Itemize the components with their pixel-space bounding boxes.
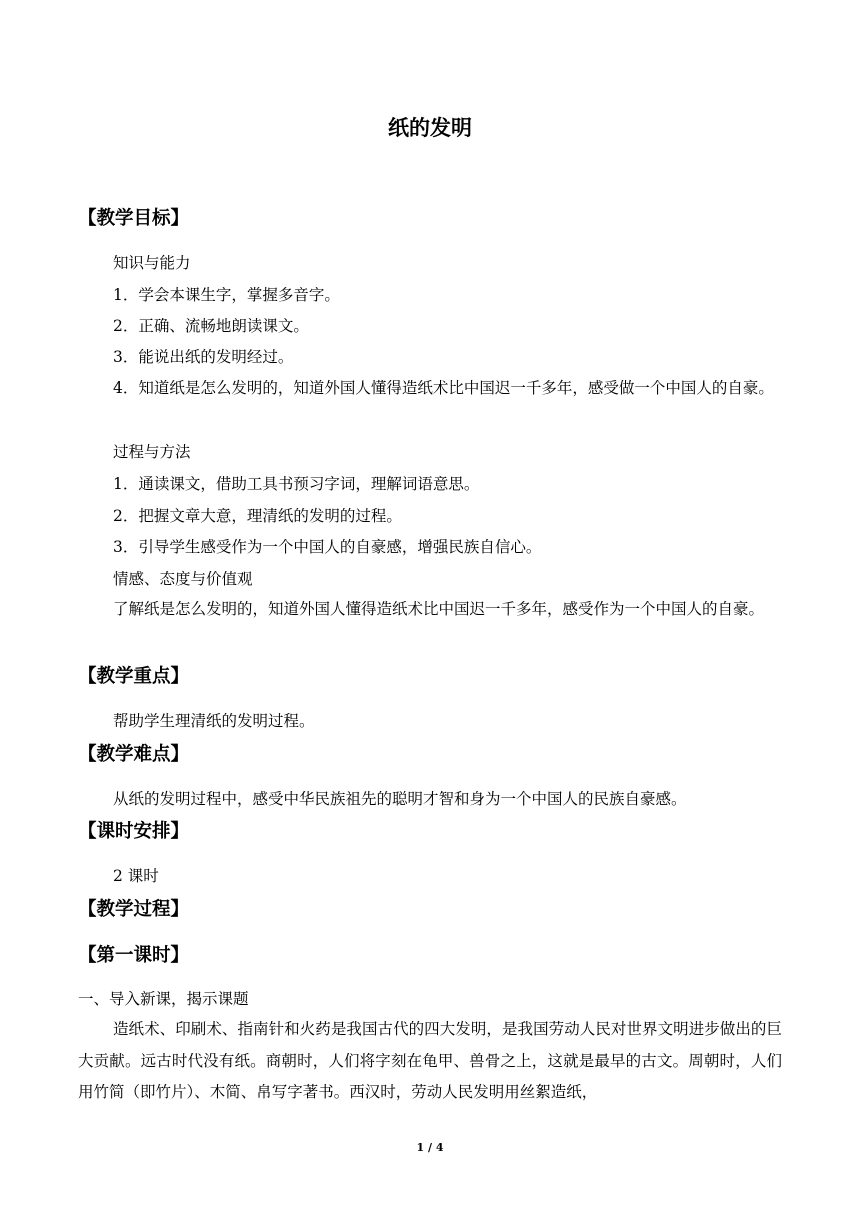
schedule-text: 2 课时 bbox=[113, 867, 159, 885]
goals-knowledge-label: 知识与能力 bbox=[113, 254, 191, 272]
document-title: 纸的发明 bbox=[388, 116, 472, 140]
difficulties-text: 从纸的发明过程中，感受中华民族祖先的聪明才智和身为一个中国人的民族自豪感。 bbox=[113, 790, 687, 808]
goals-process-item-3: 3．引导学生感受作为一个中国人的自豪感，增强民族自信心。 bbox=[113, 538, 542, 556]
goals-knowledge-item-3: 3．能说出纸的发明经过。 bbox=[113, 348, 294, 366]
section-heading-schedule: 【课时安排】 bbox=[78, 821, 190, 842]
goals-process-label: 过程与方法 bbox=[113, 443, 191, 461]
goals-process-item-1: 1．通读课文，借助工具书预习字词，理解词语意思。 bbox=[113, 475, 480, 493]
goals-knowledge-item-2: 2．正确、流畅地朗读课文。 bbox=[113, 317, 309, 335]
goals-knowledge-item-4: 4．知道纸是怎么发明的，知道外国人懂得造纸术比中国迟一千多年，感受做一个中国人的自豪。 bbox=[113, 379, 774, 397]
lesson-paragraph: 造纸术、印刷术、指南针和火药是我国古代的四大发明，是我国劳动人民对世界文明进步做出的巨大贡献。远古时代没有纸。商朝时，人们将字刻在龟甲、兽骨之上，这就是最早的古文。周朝时，人们用竹简（即竹片）、木简、帛写字著书。西汉时，劳动人民发明用丝絮造纸， bbox=[78, 1020, 782, 1101]
goals-process-item-2: 2．把握文章大意，理清纸的发明的过程。 bbox=[113, 507, 402, 525]
page-indicator: 1 / 4 bbox=[416, 1141, 444, 1154]
section-heading-first-lesson: 【第一课时】 bbox=[78, 945, 190, 966]
goals-knowledge-item-1: 1．学会本课生字，掌握多音字。 bbox=[113, 286, 340, 304]
goals-emotion-label: 情感、态度与价值观 bbox=[113, 570, 253, 588]
section-heading-process: 【教学过程】 bbox=[78, 899, 190, 920]
key-points-text: 帮助学生理清纸的发明过程。 bbox=[113, 712, 315, 730]
section-heading-goals: 【教学目标】 bbox=[78, 208, 190, 229]
section-heading-difficulties: 【教学难点】 bbox=[78, 744, 190, 765]
lesson-step-1: 一、导入新课，揭示课题 bbox=[78, 990, 249, 1008]
goals-emotion-text: 了解纸是怎么发明的，知道外国人懂得造纸术比中国迟一千多年，感受作为一个中国人的自豪。 bbox=[113, 600, 765, 618]
section-heading-key-points: 【教学重点】 bbox=[78, 666, 190, 687]
